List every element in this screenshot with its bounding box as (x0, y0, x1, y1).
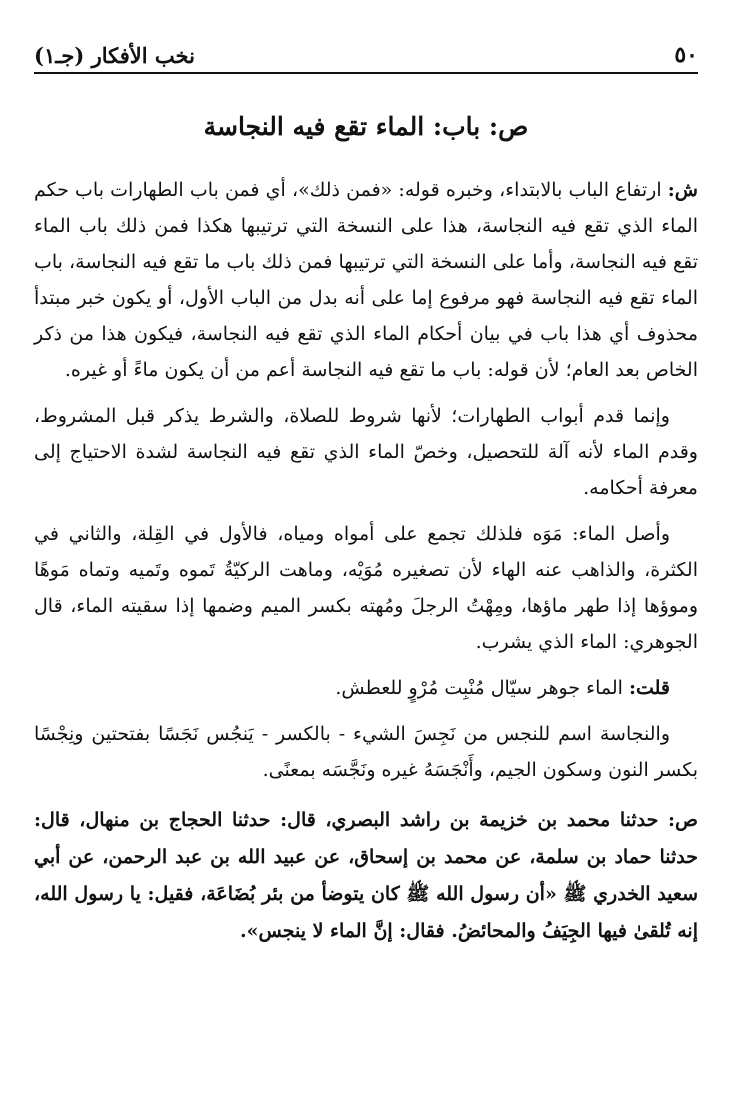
chapter-title: ص: باب: الماء تقع فيه النجاسة (203, 112, 529, 141)
paragraph-2 (34, 398, 698, 506)
page-body (34, 172, 698, 960)
paragraph-4-lead: قلت: (628, 677, 670, 699)
paragraph-2-text: وإنما قدم أبواب الطهارات؛ لأنها شروط للصلاة، والشرط يذكر قبل المشروط، وقدم الماء لأنه آلة للتحصيل، وخصّ الماء الذي تقع فيه النجاسة لشدة الاحتياج إلى معرفة أحكامه. (34, 405, 698, 499)
page-number: ٥٠ (674, 42, 698, 68)
paragraph-1-text: ارتفاع الباب بالابتداء، وخبره قوله: «فمن ذلك»، أي فمن باب الطهارات باب حكم الماء الذي تقع فيه النجاسة، هذا على النسخة التي ترتيبها هكذا فمن ذلك باب الماء تقع فيه النجاسة، وأما على النسخة التي ترتيبها فمن ذلك باب ما تقع فيه النجاسة، باب الماء تقع فيه النجاسة فهو مرفوع إما على أنه بدل من الباب الأول، أو يكون خبر مبتدأ محذوف أي هذا باب في بيان أحكام الماء الذي تقع فيه النجاسة، فيكون هذا من ذكر الخاص بعد العام؛ لأن قوله: باب ما تقع فيه النجاسة أعم من أن يكون ماءً أو غيره. (34, 179, 698, 381)
paragraph-3-text: وأصل الماء: مَوَه فلذلك تجمع على أمواه ومياه، فالأول في القِلة، والثاني في الكثرة، والذاهب عنه الهاء لأن تصغيره مُوَيْه، وماهت الركيّةُ تَموه وتَميه وتماه مَوهًا وموؤها إذا طهر ماؤها، ومِهْتُ الرجلَ ومُهته بكسر الميم وضمها إذا سقيته الماء، قال الجوهري: الماء الذي يشرب. (34, 523, 698, 653)
paragraph-1 (34, 172, 698, 388)
hadith-text: حدثنا محمد بن خزيمة بن راشد البصري، قال: حدثنا الحجاج بن منهال، قال: حدثنا حماد بن سلمة، عن محمد بن إسحاق، عن عبيد الله بن عبد الرحمن، عن أبي سعيد الخدري ﷺ «أن رسول الله ﷺ كان يتوضأ من بئر بُضَاعَة، فقيل: يا رسول الله، إنه تُلقىٰ فيها الجِيَفُ والمحائضُ. فقال: إنَّ الماء لا ينجس». (34, 809, 698, 942)
paragraph-5-text: والنجاسة اسم للنجس من نَجِسَ الشيء - بالكسر - يَنجُس نَجَسًا بفتحتين ونِجْسًا بكسر النون وسكون الجيم، وأَنْجَسَهُ غيره ونَجَّسَه بمعنًى. (34, 723, 698, 781)
hadith-lead: ص: (668, 809, 698, 831)
paragraph-3 (34, 516, 698, 660)
paragraph-5 (34, 716, 698, 788)
paragraph-4 (34, 670, 698, 706)
hadith-paragraph (34, 802, 698, 950)
page-header (34, 38, 698, 74)
book-title: نخب الأفكار (جـ١) (34, 43, 195, 68)
paragraph-4-text: الماء جوهر سيّال مُنْبِت مُرْوٍ للعطش. (335, 677, 629, 699)
paragraph-1-lead: ش: (667, 179, 698, 201)
